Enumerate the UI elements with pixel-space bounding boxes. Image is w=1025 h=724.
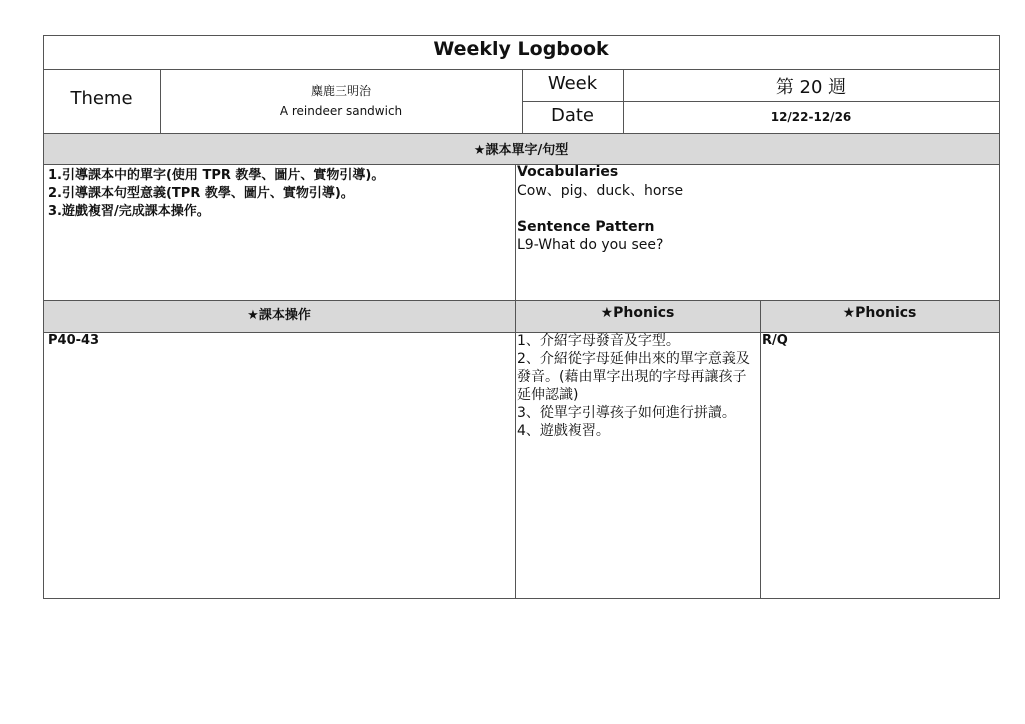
theme-zh: 麋鹿三明治 — [310, 84, 371, 98]
vocab-value: Cow、pig、duck、horse — [517, 183, 684, 199]
phonics-header-2: ★Phonics — [842, 305, 917, 321]
phonics-line-6: 4、遊戲複習。 — [517, 423, 610, 439]
rule — [43, 300, 1000, 301]
phonics-letters: R/Q — [762, 333, 788, 348]
date-value: 12/22-12/26 — [770, 110, 852, 124]
rule — [760, 300, 761, 598]
textbook-ops-header: ★課本操作 — [247, 308, 311, 323]
phonics-line-4: 延伸認識) — [517, 387, 579, 403]
rule — [999, 35, 1000, 599]
theme-en: A reindeer sandwich — [279, 104, 403, 118]
textbook-pages: P40-43 — [48, 333, 100, 348]
rule — [43, 598, 1000, 599]
sentence-label: Sentence Pattern — [517, 219, 655, 235]
phonics-line-3: 發音。(藉由單字出現的字母再讓孩子 — [517, 369, 747, 385]
rule — [160, 69, 161, 133]
section1-line-1: 1.引導課本中的單字(使用 TPR 教學、圖片、實物引導)。 — [48, 168, 385, 183]
vocab-label: Vocabularies — [517, 164, 619, 180]
page-title: Weekly Logbook — [433, 38, 609, 60]
section1-line-2: 2.引導課本句型意義(TPR 教學、圖片、實物引導)。 — [48, 186, 354, 201]
section1-header: ★課本單字/句型 — [473, 143, 569, 158]
sentence-value: L9-What do you see? — [517, 237, 664, 253]
phonics-header-1: ★Phonics — [600, 305, 675, 321]
section1-line-3: 3.遊戲複習/完成課本操作。 — [48, 204, 210, 219]
phonics-line-5: 3、從單字引導孩子如何進行拼讀。 — [517, 405, 736, 421]
rule — [43, 133, 1000, 134]
rule — [515, 164, 516, 598]
week-label: Week — [547, 73, 598, 94]
rule — [522, 101, 1000, 102]
phonics-line-1: 1、介紹字母發音及字型。 — [517, 333, 680, 349]
theme-label: Theme — [70, 88, 133, 109]
week-value: 第 20 週 — [775, 77, 847, 98]
phonics-line-2: 2、介紹從字母延伸出來的單字意義及 — [517, 351, 750, 367]
date-label: Date — [550, 105, 595, 126]
rule — [43, 35, 1000, 36]
